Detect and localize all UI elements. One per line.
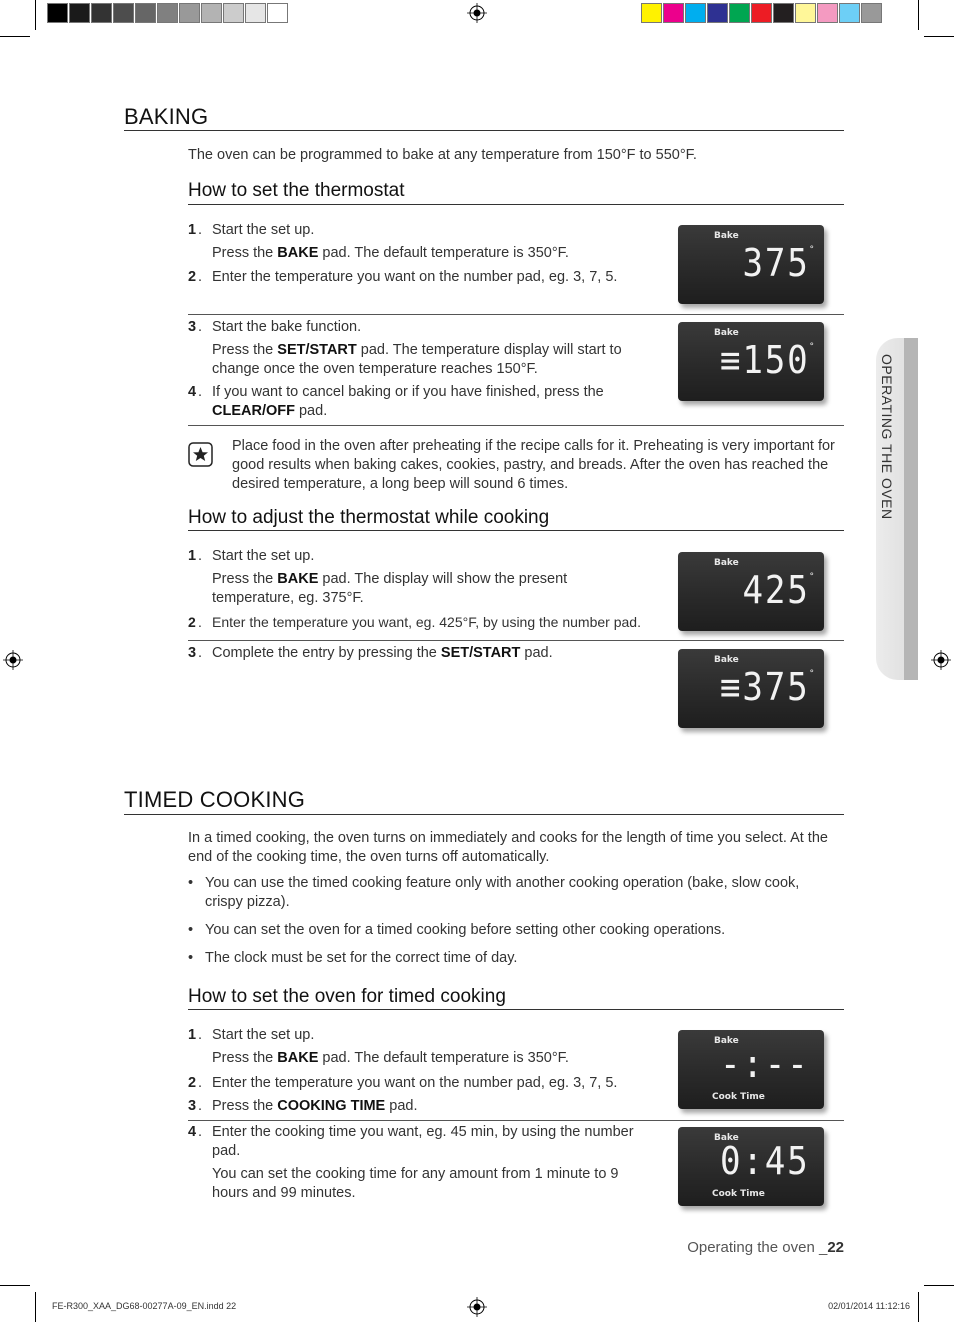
step-number: 2	[188, 1075, 197, 1091]
gray-swatch	[201, 3, 222, 23]
step-number: 3	[188, 645, 197, 661]
preheat-note: Place food in the oven after preheating if the recipe calls for it. Preheating is very important for good results when baking cakes, cookies, pastry, and breads. After the oven has reached the desired temperature, a long beep will sound 6 times.	[232, 438, 835, 492]
bullet-text: You can use the timed cooking feature only with another cooking operation (bake, slow cook, crispy pizza).	[205, 875, 800, 910]
step-text: Start the set up.	[212, 1027, 315, 1043]
gray-swatch	[223, 3, 244, 23]
step-number: 4	[188, 1124, 197, 1140]
step-text: pad. The display will show the present temperature, eg. 375°F.	[212, 571, 568, 606]
side-tab-edge	[904, 338, 918, 680]
bullet-text: The clock must be set for the correct time of day.	[205, 950, 518, 966]
step-text: pad. The default temperature is 350°F.	[318, 245, 569, 261]
step-text: Start the set up.	[212, 222, 315, 238]
step-number: 3	[188, 319, 197, 335]
degree-symbol: °	[809, 669, 814, 679]
display-mode-label: Bake	[714, 1036, 739, 1046]
baking-heading: BAKING	[124, 104, 209, 129]
step-divider	[188, 1120, 844, 1121]
print-file-name: FE-R300_XAA_DG68-00277A-09_EN.indd 22	[52, 1301, 237, 1311]
degree-symbol: °	[809, 572, 814, 582]
step-number: 2	[188, 269, 197, 285]
thermostat-heading: How to set the thermostat	[188, 180, 405, 201]
display-digits: -:--	[720, 1042, 810, 1086]
registration-mark-icon	[467, 1297, 487, 1317]
step-text: You can set the cooking time for any amount from 1 minute to 9 hours and 99 minutes.	[212, 1166, 619, 1201]
registration-mark-icon	[3, 650, 23, 670]
step-text: Press the	[212, 571, 278, 587]
gray-swatch	[157, 3, 178, 23]
cook-time-label: Cook Time	[712, 1189, 765, 1199]
display-mode-label: Bake	[714, 1133, 739, 1143]
baking-intro: The oven can be programmed to bake at any temperature from 150°F to 550°F.	[188, 147, 697, 163]
gray-swatch	[245, 3, 266, 23]
bullet-mark: •	[188, 922, 194, 938]
timed-howto-heading: How to set the oven for timed cooking	[188, 986, 506, 1007]
step-divider	[188, 640, 844, 641]
step-text: Press the	[212, 342, 278, 358]
step-divider	[188, 314, 844, 315]
display-mode-label: Bake	[714, 655, 739, 665]
bake-pad-label: BAKE	[277, 1050, 319, 1066]
step-text: Start the set up.	[212, 548, 315, 564]
step-text: Enter the temperature you want, eg. 425°F, by using the number pad.	[212, 614, 641, 630]
bullet-mark: •	[188, 950, 194, 966]
step-number: 2	[188, 614, 196, 630]
step-number: 1	[188, 1027, 197, 1043]
crop-mark	[35, 1292, 36, 1322]
oven-display-375-set	[678, 649, 824, 728]
display-mode-label: Bake	[714, 558, 739, 568]
crop-mark	[0, 1285, 30, 1286]
gray-swatch	[179, 3, 200, 23]
color-swatch	[861, 3, 882, 23]
step-text: Start the bake function.	[212, 319, 362, 335]
adjust-thermostat-heading: How to adjust the thermostat while cooking	[188, 507, 550, 528]
crop-mark	[918, 0, 919, 30]
color-swatch	[729, 3, 750, 23]
timed-cooking-heading: TIMED COOKING	[124, 787, 306, 812]
step-divider	[188, 425, 844, 426]
color-swatch	[641, 3, 662, 23]
display-digits: ≡150	[720, 338, 810, 382]
step-text: Enter the cooking time you want, eg. 45 min, by using the number pad.	[212, 1124, 634, 1159]
display-digits: ≡375	[720, 665, 810, 709]
gray-swatch	[69, 3, 90, 23]
crop-mark	[0, 36, 30, 37]
color-swatch	[663, 3, 684, 23]
display-digits: 375	[742, 241, 810, 285]
note-star-icon	[188, 442, 213, 467]
step-text: Enter the temperature you want on the number pad, eg. 3, 7, 5.	[212, 269, 618, 285]
section-side-tab	[876, 338, 918, 680]
clear-off-pad-label: CLEAR/OFF	[212, 403, 295, 419]
registration-mark-icon	[467, 3, 487, 23]
bake-pad-label: BAKE	[277, 571, 319, 587]
timed-intro: In a timed cooking, the oven turns on immediately and cooks for the length of time you select. At the end of the cooking time, the oven turns off automatically.	[188, 830, 828, 865]
section-rule	[124, 130, 844, 131]
color-swatch	[707, 3, 728, 23]
set-start-pad-label: SET/START	[277, 342, 357, 358]
degree-symbol: °	[809, 342, 814, 352]
display-digits: 425	[742, 568, 810, 612]
color-swatch	[795, 3, 816, 23]
step-text: pad. The default temperature is 350°F.	[318, 1050, 569, 1066]
section-rule	[124, 814, 844, 815]
subsection-rule	[188, 1009, 844, 1010]
step-text: If you want to cancel baking or if you have finished, press the	[212, 384, 604, 400]
color-swatch	[773, 3, 794, 23]
bullet-mark: •	[188, 875, 194, 891]
gray-swatch	[267, 3, 288, 23]
display-digits: 0:45	[720, 1139, 810, 1183]
gray-swatch	[135, 3, 156, 23]
subsection-rule	[188, 530, 844, 531]
gray-swatch	[47, 3, 68, 23]
oven-display-425	[678, 552, 824, 631]
page-footer	[620, 1239, 844, 1256]
side-tab-label: OPERATING THE OVEN	[879, 354, 895, 520]
page-number: 22	[827, 1239, 844, 1256]
footer-section-label: Operating the oven _	[687, 1239, 828, 1256]
crop-mark	[35, 0, 36, 30]
subsection-rule	[188, 204, 844, 205]
display-mode-label: Bake	[714, 328, 739, 338]
color-swatch	[839, 3, 860, 23]
color-swatch	[751, 3, 772, 23]
oven-display-cook-time-blank	[678, 1030, 824, 1109]
color-swatch	[817, 3, 838, 23]
display-mode-label: Bake	[714, 231, 739, 241]
cooking-time-pad-label: COOKING TIME	[277, 1098, 386, 1114]
step-text: Complete the entry by pressing the	[212, 645, 441, 661]
color-swatch	[685, 3, 706, 23]
crop-mark	[918, 1292, 919, 1322]
bake-pad-label: BAKE	[277, 245, 319, 261]
registration-mark-icon	[931, 650, 951, 670]
step-text: Press the	[212, 245, 278, 261]
step-text: pad.	[294, 403, 328, 419]
step-number: 1	[188, 548, 197, 564]
oven-display-375	[678, 225, 824, 304]
cook-time-label: Cook Time	[712, 1092, 765, 1102]
oven-display-cook-time-045	[678, 1127, 824, 1206]
step-text: Enter the temperature you want on the number pad, eg. 3, 7, 5.	[212, 1075, 618, 1091]
step-number: 4	[188, 384, 197, 400]
gray-swatch	[113, 3, 134, 23]
oven-display-150	[678, 322, 824, 401]
degree-symbol: °	[809, 245, 814, 255]
step-text: pad.	[520, 645, 553, 661]
step-number: 1	[188, 222, 197, 238]
step-text: Press the	[212, 1098, 278, 1114]
process-color-bar	[641, 3, 883, 23]
step-number: 3	[188, 1098, 197, 1114]
bullet-text: You can set the oven for a timed cooking before setting other cooking operations.	[205, 922, 726, 938]
crop-mark	[924, 1285, 954, 1286]
crop-mark	[924, 36, 954, 37]
step-text: pad. The temperature display will start to change once the oven temperature reaches 150°F.	[212, 342, 622, 377]
gray-swatch	[91, 3, 112, 23]
set-start-pad-label: SET/START	[440, 645, 521, 661]
print-datetime: 02/01/2014 11:12:16	[828, 1301, 910, 1311]
grayscale-color-bar	[47, 3, 289, 23]
step-text: Press the	[212, 1050, 278, 1066]
step-text: pad.	[385, 1098, 418, 1114]
